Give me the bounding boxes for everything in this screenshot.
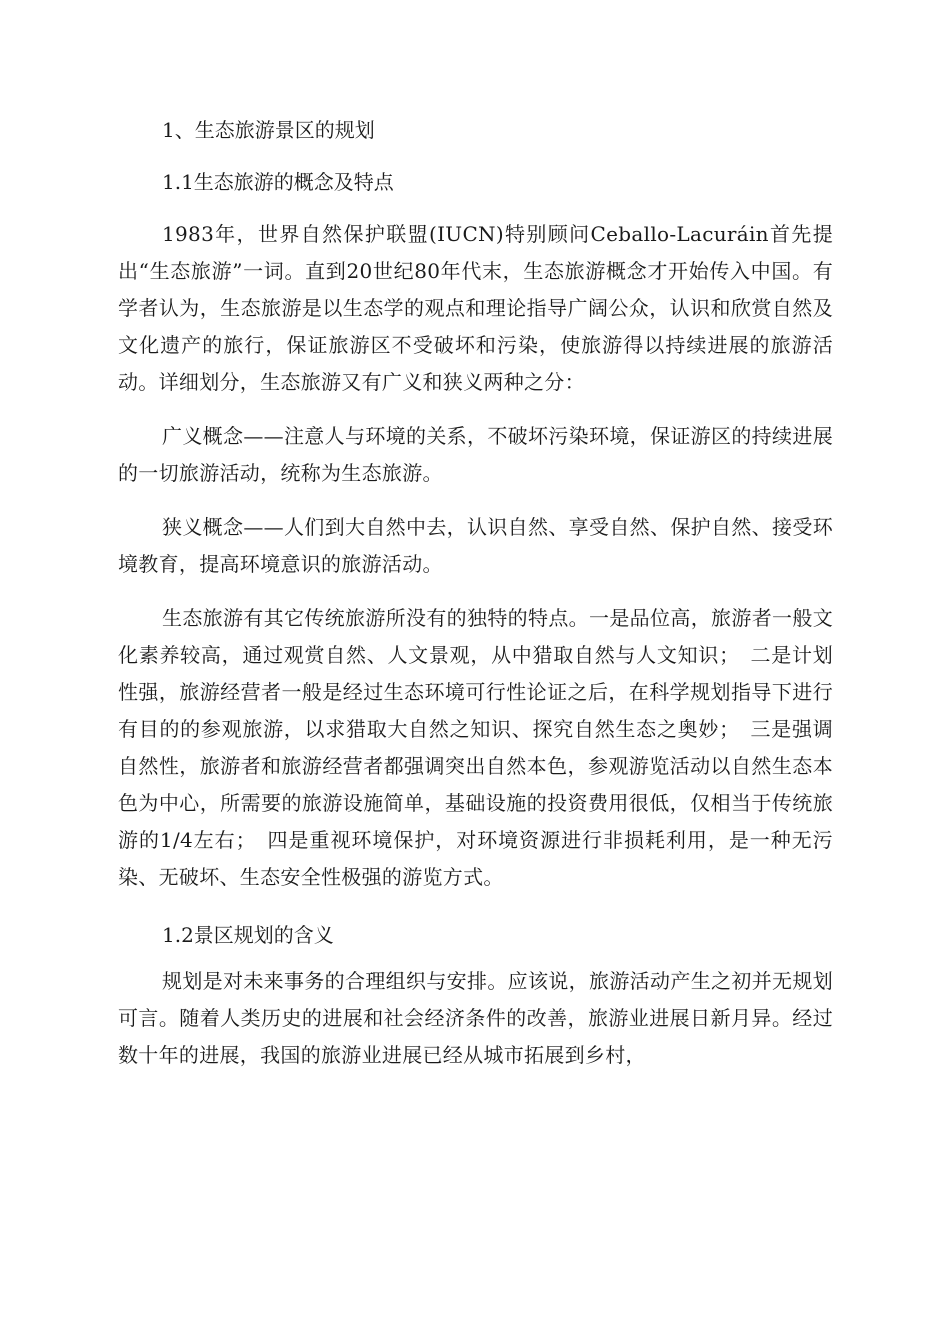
section-heading-1-2: 1.2景区规划的含义 (162, 923, 334, 947)
paragraph-ecotourism-origin: 1983年，世界自然保护联盟(IUCN)特别顾问Ceballo-Lacuráin首先提出“生态旅游”一词。直到20世纪80年代末，生态旅游概念才开始传入中国。有学者认为，生态旅游是以生态学的观点和理论指导广阔公众，认识和欣赏自然及文化遗产的旅行，保证旅游区不受破坏和污染，使旅游得以持续进展的旅游活动。详细划分，生态旅游又有广义和狭义两种之分： (118, 222, 833, 394)
section-heading-1-1: 1.1生态旅游的概念及特点 (162, 170, 394, 194)
paragraph-narrow-concept: 狭义概念——人们到大自然中去，认识自然、享受自然、保护自然、接受环境教育，提高环境意识的旅游活动。 (118, 515, 833, 576)
paragraph-broad-concept: 广义概念——注意人与环境的关系，不破坏污染环境，保证游区的持续进展的一切旅游活动，统称为生态旅游。 (118, 424, 833, 485)
document-page (118, 108, 833, 1091)
paragraph-characteristics: 生态旅游有其它传统旅游所没有的独特的特点。一是品位高，旅游者一般文化素养较高，通过观赏自然、人文景观，从中猎取自然与人文知识； 二是计划性强，旅游经营者一般是经过生态环境可行性论证之后，在科学规划指导下进行有目的的参观旅游，以求猎取大自然之知识、探究自然生态之奥妙； 三是强调自然性，旅游者和旅游经营者都强调突出自然本色，参观游览活动以自然生态本色为中心，所需要的旅游设施简单，基础设施的投资费用很低，仅相当于传统旅游的1/4左右； 四是重视环境保护，对环境资源进行非损耗利用，是一种无污染、无破坏、生态安全性极强的游览方式。 (118, 606, 833, 889)
paragraph-planning-meaning: 规划是对未来事务的合理组织与安排。应该说，旅游活动产生之初并无规划可言。随着人类历史的进展和社会经济条件的改善，旅游业进展日新月异。经过数十年的进展，我国的旅游业进展已经从城市拓展到乡村， (118, 969, 833, 1067)
section-heading-1: 1、生态旅游景区的规划 (162, 118, 375, 142)
